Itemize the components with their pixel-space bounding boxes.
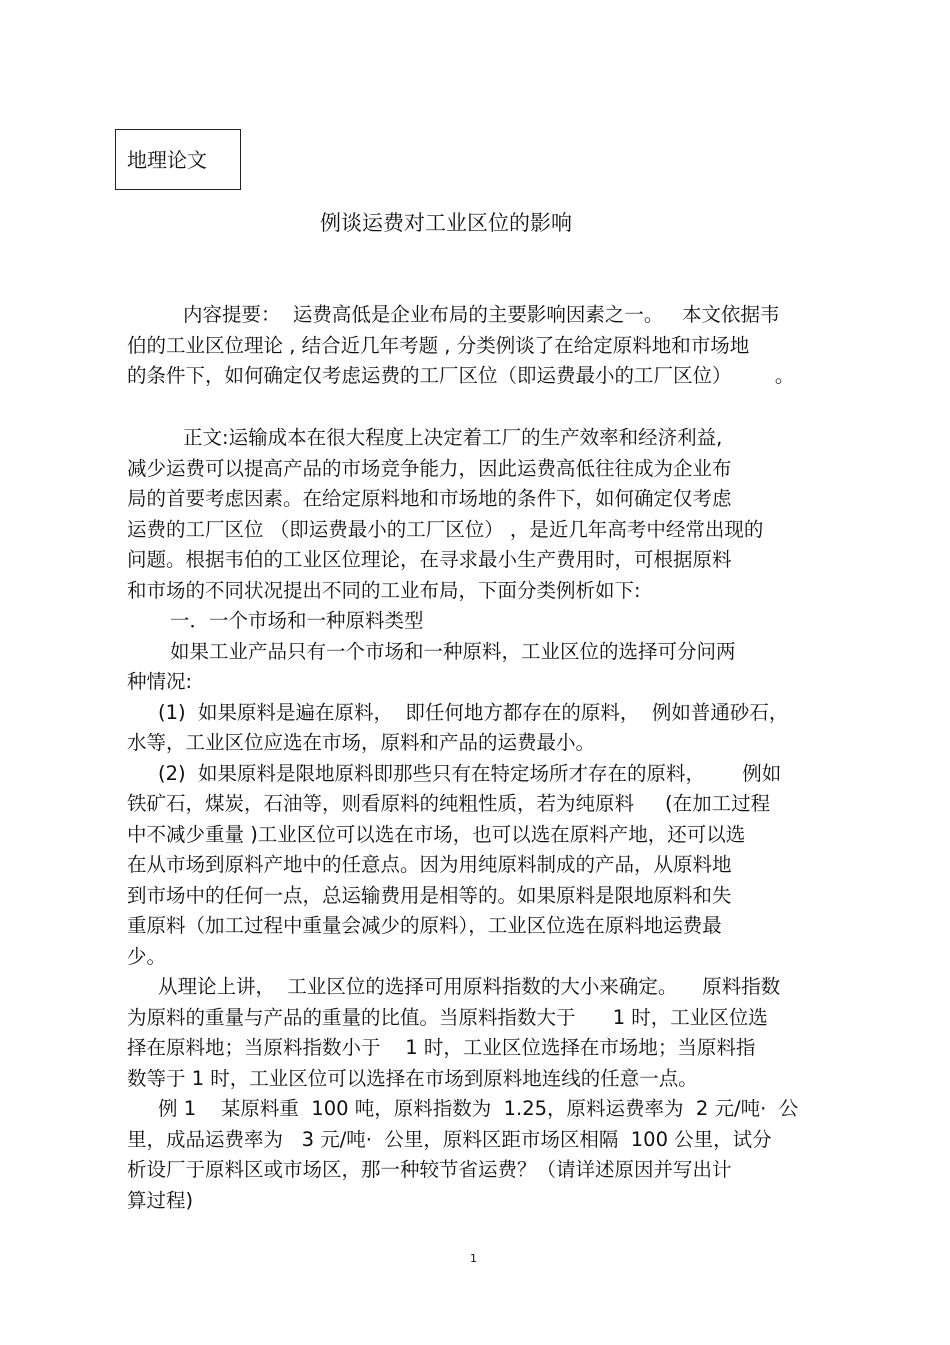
- body-line: 析设厂于原料区或市场区，那一种较节省运费？（请详述原因并写出计: [127, 1158, 732, 1181]
- abstract-line: 内容提要： 运费高低是企业布局的主要影响因素之一。 本文依据韦: [183, 303, 780, 326]
- body-line: 减少运费可以提高产品的市场竞争能力，因此运费高低往往成为企业布: [127, 457, 732, 480]
- body-line: 里，成品运费率为 3 元/吨· 公里，原料区距市场区相隔 100 公里，试分: [127, 1128, 772, 1151]
- body-line: 算过程): [127, 1189, 194, 1212]
- body-line: 水等，工业区位应选在市场，原料和产品的运费最小。: [127, 731, 596, 754]
- article-title: 例谈运费对工业区位的影响: [320, 211, 572, 235]
- body-line: 少。: [127, 945, 167, 968]
- section-heading: 一．一个市场和一种原料类型: [170, 609, 424, 632]
- category-label: 地理论文: [127, 148, 207, 172]
- body-line: (1) 如果原料是遍在原料， 即任何地方都存在的原料， 例如普通砂石，: [158, 701, 789, 724]
- body-line: 为原料的重量与产品的重量的比值。当原料指数大于 1 时，工业区位选: [127, 1006, 768, 1029]
- body-line: 从理论上讲， 工业区位的选择可用原料指数的大小来确定。 原料指数: [158, 975, 781, 998]
- body-line: 例 1 某原料重 100 吨，原料指数为 1.25，原料运费率为 2 元/吨· 公: [158, 1097, 799, 1120]
- abstract-line: 的条件下，如何确定仅考虑运费的工厂区位（即运费最小的工厂区位） 。: [127, 364, 795, 387]
- body-line: 在从市场到原料产地中的任意点。因为用纯原料制成的产品，从原料地: [127, 853, 732, 876]
- body-line: 中不减少重量 )工业区位可以选在市场，也可以选在原料产地，还可以选: [127, 823, 746, 846]
- body-line: 和市场的不同状况提出不同的工业布局，下面分类例析如下:: [127, 579, 641, 602]
- abstract-line: 伯的工业区位理论 , 结合近几年考题 , 分类例谈了在给定原料地和市场地: [127, 334, 750, 357]
- body-line: 铁矿石，煤炭，石油等，则看原料的纯粗性质，若为纯原料 (在加工过程: [127, 792, 771, 815]
- body-line: 正文:运输成本在很大程度上决定着工厂的生产效率和经济利益,: [183, 426, 723, 449]
- page-number: 1: [470, 1252, 477, 1265]
- body-line: 局的首要考虑因素。在给定原料地和市场地的条件下，如何确定仅考虑: [127, 487, 732, 510]
- body-line: 择在原料地；当原料指数小于 1 时，工业区位选择在市场地；当原料指: [127, 1036, 756, 1059]
- body-line: (2) 如果原料是限地原料即那些只有在特定场所才存在的原料， 例如: [158, 762, 782, 785]
- body-line: 问题。根据韦伯的工业区位理论，在寻求最小生产费用时，可根据原料: [127, 548, 732, 571]
- body-line: 到市场中的任何一点，总运输费用是相等的。如果原料是限地原料和失: [127, 884, 732, 907]
- body-line: 如果工业产品只有一个市场和一种原料，工业区位的选择可分问两: [170, 640, 736, 663]
- category-box: [115, 129, 241, 190]
- body-line: 种情况:: [127, 670, 193, 693]
- body-line: 运费的工厂区位 （即运费最小的工厂区位） ，是近几年高考中经常出现的: [127, 518, 764, 541]
- body-line: 重原料（加工过程中重量会减少的原料），工业区位选在原料地运费最: [127, 914, 722, 937]
- body-line: 数等于 1 时，工业区位可以选择在市场到原料地连线的任意一点。: [127, 1067, 698, 1090]
